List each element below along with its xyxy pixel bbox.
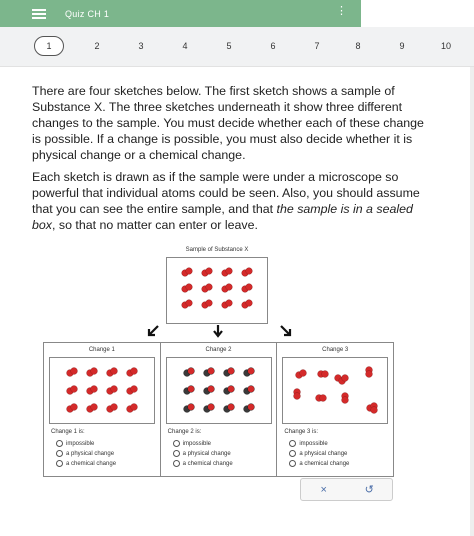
- radio-button[interactable]: [56, 460, 63, 467]
- radio-button[interactable]: [56, 450, 63, 457]
- change-3-column: [277, 343, 393, 476]
- question-tab-9[interactable]: 9: [399, 41, 405, 51]
- instruction-line: Each sketch is drawn as if the sample were under a microscope so: [32, 170, 399, 184]
- change-1-option-impossible[interactable]: impossible: [56, 440, 94, 447]
- question-text: [32, 83, 474, 233]
- change-3-question: Change 3 is:: [284, 429, 319, 435]
- changes-table: [43, 342, 394, 477]
- sample-sketch: [166, 257, 268, 324]
- change-2-option-physical[interactable]: a physical change: [173, 450, 231, 457]
- change-1-molecules: [50, 358, 154, 423]
- question-tab-2[interactable]: 2: [94, 41, 100, 51]
- question-tab-6[interactable]: 6: [270, 41, 276, 51]
- change-3-option-impossible[interactable]: impossible: [289, 440, 327, 447]
- question-tab-3[interactable]: 3: [138, 41, 144, 51]
- radio-button[interactable]: [289, 440, 296, 447]
- change-1-question: Change 1 is:: [51, 429, 85, 435]
- radio-button[interactable]: [289, 460, 296, 467]
- change-3-molecules: [283, 358, 387, 423]
- question-tab-7[interactable]: 7: [314, 41, 320, 51]
- arrow-down-icon: [211, 324, 225, 338]
- question-tab-1[interactable]: 1: [34, 36, 64, 56]
- arrow-down-right-icon: [279, 324, 293, 338]
- intro-line: There are four sketches below. The first sketch shows a sample of: [32, 84, 395, 98]
- arrow-down-left-icon: [146, 324, 160, 338]
- change-2-question: Change 2 is:: [167, 429, 202, 435]
- radio-button[interactable]: [56, 440, 63, 447]
- change-1-column: [44, 343, 161, 476]
- question-tab-5[interactable]: 5: [226, 41, 232, 51]
- undo-icon[interactable]: ↺: [364, 484, 374, 496]
- intro-line: is possible. If a change is possible, you must also decide whether it is: [32, 132, 413, 146]
- instruction-line: powerful that individual atoms could be seen. Also, you should assume: [32, 186, 420, 200]
- scrollbar[interactable]: [470, 67, 474, 536]
- change-2-sketch: [166, 357, 272, 424]
- change-2-molecules: [167, 358, 271, 423]
- change-3-sketch: [282, 357, 388, 424]
- radio-button[interactable]: [173, 440, 180, 447]
- change-2-option-impossible[interactable]: impossible: [173, 440, 211, 447]
- radio-button[interactable]: [289, 450, 296, 457]
- change-1-option-physical[interactable]: a physical change: [56, 450, 114, 457]
- radio-button[interactable]: [173, 460, 180, 467]
- app-header: [0, 0, 361, 27]
- intro-line: changes to the sample. You must decide whether each of these change: [32, 116, 424, 130]
- sample-molecules: [167, 258, 267, 323]
- intro-line: Substance X. The three sketches underneath it show three different: [32, 100, 403, 114]
- instruction-line: box, so that no matter can enter or leave.: [32, 218, 258, 232]
- change-3-option-physical[interactable]: a physical change: [289, 450, 347, 457]
- change-1-option-chemical[interactable]: a chemical change: [56, 460, 116, 467]
- change-1-sketch: [49, 357, 155, 424]
- change-3-option-chemical[interactable]: a chemical change: [289, 460, 349, 467]
- hamburger-menu-icon[interactable]: [30, 6, 48, 22]
- more-options-icon[interactable]: ⋮: [336, 5, 347, 17]
- sample-caption: Sample of Substance X: [185, 247, 249, 253]
- intro-line: physical change or a chemical change.: [32, 148, 246, 162]
- question-navigation: [0, 27, 474, 67]
- change-2-option-chemical[interactable]: a chemical change: [173, 460, 233, 467]
- change-3-heading: Change 3: [322, 347, 349, 353]
- question-tab-10[interactable]: 10: [440, 41, 451, 51]
- change-2-heading: Change 2: [205, 347, 232, 353]
- question-tab-4[interactable]: 4: [182, 41, 188, 51]
- quiz-title: Quiz CH 1: [65, 8, 110, 19]
- radio-button[interactable]: [173, 450, 180, 457]
- instruction-line: that you can see the entire sample, and that the sample is in a sealed: [32, 202, 413, 216]
- change-1-heading: Change 1: [88, 347, 115, 353]
- change-2-column: [161, 343, 278, 476]
- clear-icon[interactable]: ×: [320, 483, 327, 496]
- answer-actions: [300, 478, 393, 501]
- question-tab-8[interactable]: 8: [355, 41, 361, 51]
